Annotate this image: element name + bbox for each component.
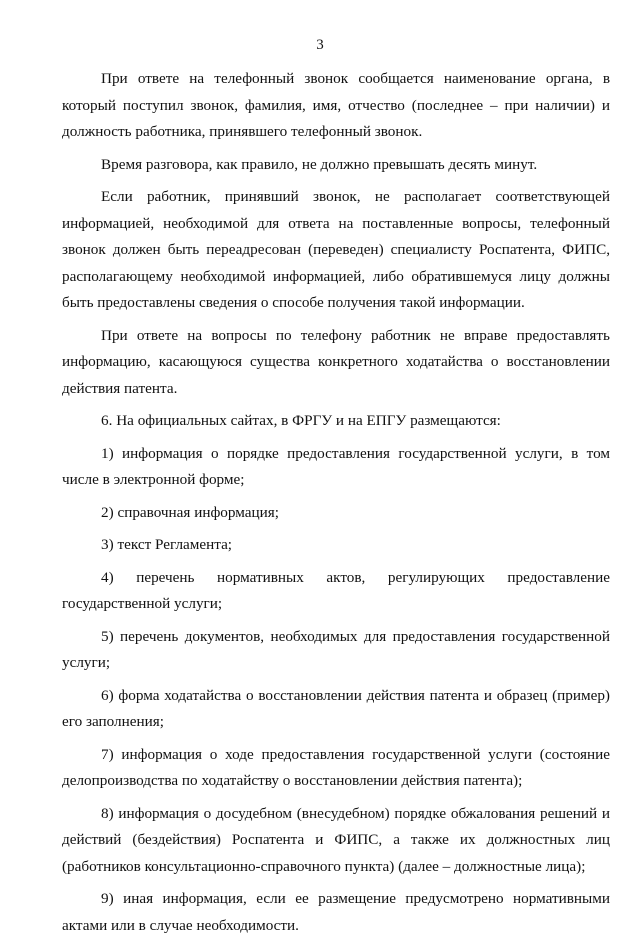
- list-item-3: 3) текст Регламента;: [101, 536, 233, 553]
- list-item-6: 6) форма ходатайства о восстановлении действия патента и образец (пример) его заполнения;: [62, 686, 610, 730]
- list-item-5: 5) перечень документов, необходимых для предоставления государственной услуги;: [62, 627, 610, 671]
- paragraph-call-duration: Время разговора, как правило, не должно превышать десять минут.: [101, 155, 538, 173]
- list-item-7: 7) информация о ходе предоставления государственной услуги (состояние делопроизводства по ходатайству о восстановлении действия патента);: [62, 745, 610, 789]
- list-item-9: 9) иная информация, если ее размещение предусмотрено нормативными актами или в случае необходимости.: [62, 890, 610, 934]
- list-item-2: 2) справочная информация;: [101, 503, 279, 521]
- paragraph-section-6-heading: 6. На официальных сайтах, в ФРГУ и на ЕПГУ размещаются:: [101, 412, 501, 429]
- paragraph-call-redirect: Если работник, принявший звонок, не располагает соответствующей информацией, необходимой для ответа на поставленные вопросы, телефонный звонок должен быть переадресован (переведен) специалисту Роспатента, ФИПС, располагающему необходимой информацией, либо обратившемуся лицу должны быть предоставлены сведения о способе получения такой информации.: [62, 188, 610, 311]
- list-item-8: 8) информация о досудебном (внесудебном) порядке обжалования решений и действий (бездействия) Роспатента и ФИПС, а также их должностных лиц (работников консультационно-справочного пункта) (далее – должностные лица);: [62, 804, 610, 875]
- list-item-4: 4) перечень нормативных актов, регулирующих предоставление государственной услуги;: [62, 568, 610, 612]
- document-body: [62, 66, 610, 945]
- list-item-1: 1) информация о порядке предоставления государственной услуги, в том числе в электронной форме;: [62, 444, 610, 488]
- paragraph-phone-restriction: При ответе на вопросы по телефону работник не вправе предоставлять информацию, касающуюся существа конкретного ходатайства о восстановлении действия патента.: [62, 326, 610, 397]
- page-number: 3: [316, 37, 324, 53]
- paragraph-phone-answer: При ответе на телефонный звонок сообщается наименование органа, в который поступил звонок, фамилия, имя, отчество (последнее – при наличии) и должность работника, принявшего телефонный звонок.: [62, 70, 610, 140]
